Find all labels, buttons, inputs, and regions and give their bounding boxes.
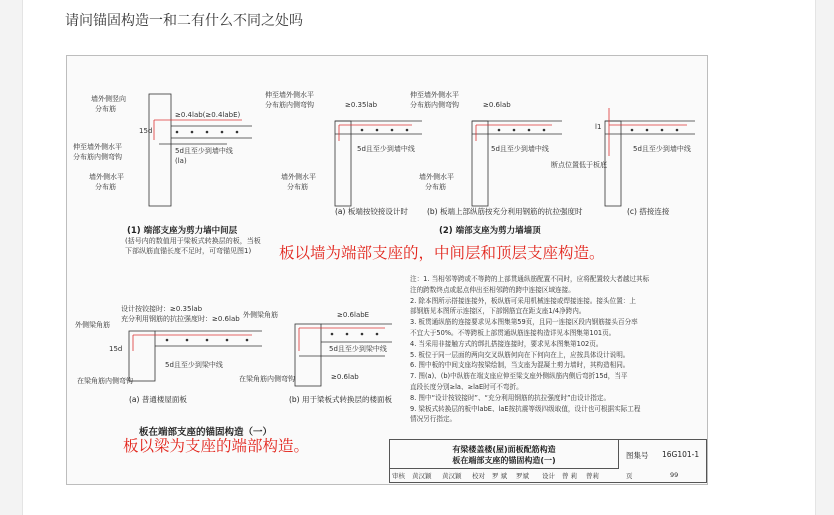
d1-caption: (1) 端部支座为剪力墙中间层 (127, 226, 238, 236)
annotation-wall-support: 板以墙为端部支座的，中间层和顶层支座构造。 (279, 244, 605, 262)
sign-cell: 审核 (392, 472, 405, 480)
d1-label: 分布筋 (95, 183, 116, 191)
title-line-1: 有梁楼盖楼(屋)面板配筋构造 (452, 445, 556, 454)
d6-label: 在梁角筋内侧弯钩 (239, 375, 295, 383)
note-line: 7. 图(a)、(b)中纵筋在端支座应伸至梁支座外侧纵筋内侧后弯折15d，当平 (410, 372, 628, 381)
d2-caption: (2) 端部支座为剪力墙墙顶 (439, 226, 541, 236)
d3-label: 5d且至少到墙中线 (491, 145, 549, 153)
d4-label: l1 (595, 123, 602, 131)
sign-cell: 黄汉颖 (412, 472, 432, 480)
sign-cell: 页 (626, 472, 633, 480)
sign-cell: 罗斌 (516, 472, 529, 480)
question-text: 请问锚固构造一和二有什么不同之处吗 (65, 13, 303, 29)
sign-cell: 曾 莉 (562, 472, 578, 480)
d3-label: 分布筋内侧弯钩 (410, 101, 459, 109)
d6-label: ≥0.6lab (331, 373, 359, 381)
d1-label: 墙外侧竖向 (91, 95, 126, 103)
d3-label: 分布筋 (425, 183, 446, 191)
d1-label: ≥0.4lab(≥0.4labE) (175, 111, 241, 119)
note-line: 5. 板位于同一层面的两向交叉纵筋何向在下何向在上，应按具体设计说明。 (410, 350, 630, 359)
note-line: 情况另行指定。 (410, 415, 457, 424)
d2-label: ≥0.35lab (345, 101, 378, 109)
d5-label: 15d (109, 345, 123, 353)
d3-label: 墙外侧水平 (419, 173, 454, 181)
d4-label: 5d且至少到墙中线 (633, 145, 691, 153)
note-line: 9. 梁板式转换层的板中labE、laE按抗震等级四级取值，设计也可根据实际工程 (410, 404, 641, 413)
title-block-main (390, 440, 619, 469)
note-line: 注的跨数终点或起点伸出至相邻跨的跨中连接区域连接。 (410, 285, 575, 294)
sign-cell: 黄汉颖 (442, 472, 462, 480)
d6-label: 5d且至少到梁中线 (329, 345, 387, 353)
d2-label: 分布筋 (287, 183, 308, 191)
atlas-label: 图集号 (626, 451, 649, 460)
d1-label: 分布筋 (95, 105, 116, 113)
d1-label: 墙外侧水平 (89, 173, 124, 181)
d3-label: 伸至墙外侧水平 (410, 91, 459, 99)
d1-label: 分布筋内侧弯钩 (73, 153, 122, 161)
right-page-margin (815, 0, 834, 515)
annotation-beam-support: 板以梁为支座的端部构造。 (123, 437, 310, 455)
d1-label: 伸至墙外侧水平 (73, 143, 122, 151)
d6-label: ≥0.6labE (337, 311, 370, 319)
d5-label: 设计按铰接时：≥0.35lab (121, 305, 203, 313)
d4-sub: (c) 搭接连接 (627, 207, 670, 216)
sign-cell: 99 (670, 471, 679, 479)
d3-sub: (b) 板端上部纵筋按充分利用钢筋的抗拉强度时 (427, 207, 583, 216)
atlas-number: 16G101-1 (662, 450, 700, 459)
title-block (389, 439, 707, 483)
d1-label: 5d且至少到墙中线 (175, 147, 233, 155)
left-page-margin (0, 0, 23, 515)
main-caption: 板在端部支座的锚固构造（一） (139, 427, 273, 438)
d6-sub: (b) 用于梁板式转换层的楼面板 (289, 395, 392, 404)
note-line: 部钢筋见本图所示连接区，下部钢筋宜在距支座1/4净跨内。 (410, 307, 586, 316)
d5-sub: (a) 普通楼屋面板 (129, 395, 187, 404)
d5-label: 外侧梁角筋 (75, 321, 110, 329)
sign-cell: 曾莉 (586, 472, 599, 480)
drawing-image (66, 55, 708, 485)
sign-cell: 校对 (472, 472, 485, 480)
d1-note: 下部纵筋直锚长度不足时，可弯锚见图1) (125, 247, 252, 255)
note-line: 4. 当采用非接触方式的绑扎搭接连接时，要求见本图集第102页。 (410, 339, 603, 348)
d2-label: 伸至墙外侧水平 (265, 91, 314, 99)
note-line: 2. 除本图所示搭接连接外，板纵筋可采用机械连接或焊接连接。接头位置：上 (410, 296, 636, 305)
note-line: 8. 图中“设计按铰接时”、“充分利用钢筋的抗拉强度时”由设计指定。 (410, 393, 611, 402)
sign-row (390, 469, 706, 482)
d5-label: 在梁角筋内侧弯钩 (77, 377, 133, 385)
note-line: 3. 板贯通纵筋的连接要求见本图集第59页，且同一连接区段内钢筋接头百分率 (410, 318, 638, 327)
d2-label: 墙外侧水平 (281, 173, 316, 181)
note-line: 注：1. 当相邻等跨或不等跨的上部贯通纵筋配置不同时，应将配置较大者越过其标 (410, 275, 650, 283)
note-line: 不宜大于50%。不等跨板上部贯通纵筋连接构造详见本图集第101页。 (410, 328, 616, 337)
title-line-2: 板在端部支座的锚固构造(一) (452, 456, 556, 465)
note-line: 6. 图中板的中间支座均按梁绘制，当支座为混凝土剪力墙时，其构造相同。 (410, 361, 630, 370)
d4-label: 断点位置低于板底 (551, 161, 607, 169)
d1-label: 15d (139, 127, 153, 135)
d1-note: (括号内的数值用于梁板式转换层的板，当板 (125, 237, 261, 245)
d3-label: ≥0.6lab (483, 101, 511, 109)
sign-cell: 设计 (542, 472, 555, 480)
d2-label: 分布筋内侧弯钩 (265, 101, 314, 109)
note-line: 直段长度分别≥la、≥laE时可不弯折。 (410, 382, 523, 391)
d5-label: 充分利用钢筋的抗拉强度时：≥0.6lab (121, 315, 240, 323)
d6-label: 外侧梁角筋 (243, 311, 278, 319)
d2-sub: (a) 板端按铰接设计时 (335, 207, 408, 216)
d2-label: 5d且至少到墙中线 (357, 145, 415, 153)
d1-label: (la) (175, 157, 187, 165)
d5-label: 5d且至少到梁中线 (165, 361, 223, 369)
sign-cell: 罗 斌 (492, 472, 508, 480)
notes-block (410, 274, 700, 425)
